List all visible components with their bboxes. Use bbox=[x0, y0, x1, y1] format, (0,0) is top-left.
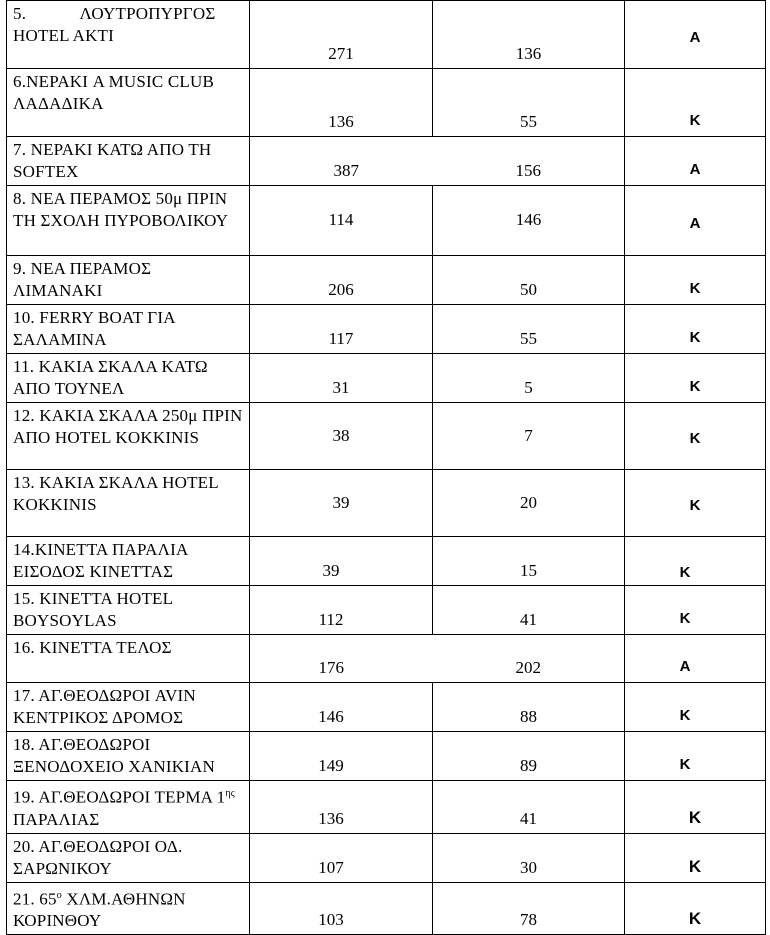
table-row bbox=[7, 470, 766, 537]
value1-cell bbox=[250, 635, 433, 683]
location-cell bbox=[7, 1, 250, 69]
value2-text: 146 bbox=[515, 210, 542, 229]
value1-text: 117 bbox=[328, 329, 354, 348]
value1-text: 38 bbox=[332, 426, 350, 445]
value1-text: 39 bbox=[332, 493, 350, 512]
class-text: A bbox=[689, 215, 701, 232]
value1-text: 103 bbox=[318, 910, 344, 930]
class-text: A bbox=[689, 29, 701, 46]
location-text: 7. ΝΕΡΑΚΙ ΚΑΤΩ ΑΠΟ ΤΗ SOFTEX bbox=[13, 140, 212, 181]
class-cell bbox=[625, 186, 766, 256]
class-cell bbox=[625, 683, 766, 732]
location-text: 9. ΝΕΑ ΠΕΡΑΜΟΣ ΛΙΜΑΝΑΚΙ bbox=[13, 259, 152, 300]
value1-cell bbox=[250, 1, 433, 69]
class-text: K bbox=[688, 909, 702, 929]
value2-cell bbox=[433, 732, 625, 781]
class-text: K bbox=[688, 856, 702, 876]
location-text: 6.ΝΕΡΑΚΙ A MUSIC CLUB ΛΑΔΑΔΙΚΑ bbox=[13, 72, 215, 113]
value1-text: 149 bbox=[318, 756, 344, 775]
value2-text: 55 bbox=[520, 112, 537, 131]
value2-cell bbox=[433, 586, 625, 635]
class-cell bbox=[625, 403, 766, 470]
value2-cell bbox=[433, 882, 625, 935]
value1-cell bbox=[250, 781, 433, 834]
value2-text: 78 bbox=[520, 910, 537, 930]
table-row bbox=[7, 354, 766, 403]
value1-text: 31 bbox=[332, 378, 350, 397]
location-cell bbox=[7, 882, 250, 935]
table-row bbox=[7, 186, 766, 256]
value2-text: 202 bbox=[515, 658, 541, 677]
value1-text: 112 bbox=[318, 610, 344, 629]
value2-text: 136 bbox=[515, 44, 542, 63]
class-cell bbox=[625, 732, 766, 781]
table-row bbox=[7, 732, 766, 781]
value2-text: 30 bbox=[520, 857, 537, 877]
class-text: A bbox=[679, 658, 691, 675]
value2-cell bbox=[433, 69, 625, 137]
value1-cell bbox=[250, 305, 433, 354]
value2-text: 55 bbox=[520, 329, 537, 348]
class-cell bbox=[625, 137, 766, 186]
value1-cell bbox=[250, 537, 433, 586]
class-text: K bbox=[688, 807, 702, 827]
location-text: 18. ΑΓ.ΘΕΟΔΩΡΟΙ ΞΕΝΟΔΟΧΕΙΟ ΧΑΝΙΚΙΑΝ bbox=[13, 735, 215, 776]
table-row bbox=[7, 586, 766, 635]
location-cell bbox=[7, 683, 250, 732]
class-cell bbox=[625, 69, 766, 137]
location-main: 19. ΑΓ.ΘΕΟΔΩΡΟΙ ΤΕΡΜΑ 1 bbox=[13, 787, 226, 807]
location-tail: ΧΛΜ.ΑΘΗΝΩΝ ΚΟΡΙΝΘΟΥ bbox=[13, 889, 186, 931]
location-cell bbox=[7, 137, 250, 186]
table-row bbox=[7, 683, 766, 732]
table-row bbox=[7, 1, 766, 69]
class-cell bbox=[625, 256, 766, 305]
value1-text: 206 bbox=[328, 280, 354, 299]
location-cell bbox=[7, 781, 250, 834]
class-text: K bbox=[689, 280, 701, 297]
table-row bbox=[7, 781, 766, 834]
value2-text: 41 bbox=[520, 610, 537, 629]
value2-cell bbox=[433, 683, 625, 732]
value2-cell bbox=[433, 186, 625, 256]
value1-cell bbox=[250, 586, 433, 635]
location-cell bbox=[7, 186, 250, 256]
class-text: A bbox=[689, 161, 701, 178]
location-text: 10. FERRY BOAT ΓΙΑ ΣΑΛΑΜΙΝΑ bbox=[13, 308, 175, 349]
value1-cell bbox=[250, 470, 433, 537]
class-cell bbox=[625, 833, 766, 882]
value2-cell bbox=[433, 305, 625, 354]
location-cell bbox=[7, 586, 250, 635]
value1-text: 387 bbox=[333, 161, 359, 180]
value2-cell bbox=[433, 256, 625, 305]
location-cell bbox=[7, 354, 250, 403]
location-text: 15. ΚΙΝΕΤΤΑ HOTEL BOYSOYLAS bbox=[13, 589, 173, 630]
class-cell bbox=[625, 305, 766, 354]
value2-text: 50 bbox=[520, 280, 537, 299]
class-cell bbox=[625, 882, 766, 935]
table-row bbox=[7, 69, 766, 137]
value1-cell bbox=[250, 137, 433, 186]
value2-text: 156 bbox=[515, 161, 541, 180]
value2-text: 7 bbox=[524, 426, 533, 445]
value1-text: 136 bbox=[328, 112, 354, 131]
location-cell bbox=[7, 256, 250, 305]
ordinal-sup: ης bbox=[225, 788, 235, 799]
class-text: K bbox=[679, 564, 691, 581]
value1-cell bbox=[250, 833, 433, 882]
location-main: 21. 65 bbox=[13, 889, 57, 909]
table-row bbox=[7, 256, 766, 305]
value1-cell bbox=[250, 683, 433, 732]
class-cell bbox=[625, 470, 766, 537]
value2-text: 5 bbox=[524, 378, 533, 397]
value1-text: 146 bbox=[318, 707, 344, 726]
value1-cell bbox=[250, 69, 433, 137]
class-cell bbox=[625, 586, 766, 635]
value2-cell bbox=[433, 403, 625, 470]
location-text: 16. ΚΙΝΕΤΤΑ ΤΕΛΟΣ bbox=[13, 638, 172, 657]
location-text: 11. ΚΑΚΙΑ ΣΚΑΛΑ ΚΑΤΩ ΑΠΟ ΤΟΥΝΕΛ bbox=[13, 357, 208, 398]
value1-text: 107 bbox=[318, 857, 344, 877]
table-row bbox=[7, 635, 766, 683]
table-row bbox=[7, 833, 766, 882]
measurements-table bbox=[6, 0, 766, 935]
location-text: 8. ΝΕΑ ΠΕΡΑΜΟΣ 50μ ΠΡΙΝ ΤΗ ΣΧΟΛΗ ΠΥΡΟΒΟΛΙΚΟΥ bbox=[13, 189, 229, 230]
location-text: 14.ΚΙΝΕΤΤΑ ΠΑΡΑΛΙΑ ΕΙΣΟΔΟΣ ΚΙΝΕΤΤΑΣ bbox=[13, 540, 188, 581]
table-row bbox=[7, 305, 766, 354]
location-cell bbox=[7, 833, 250, 882]
class-text: K bbox=[689, 430, 701, 447]
location-text: 13. ΚΑΚΙΑ ΣΚΑΛΑ HOTEL KOKKINIS bbox=[13, 473, 219, 514]
class-text: K bbox=[679, 707, 691, 724]
value1-cell bbox=[250, 354, 433, 403]
location-cell bbox=[7, 69, 250, 137]
degree-sup: ο bbox=[56, 889, 62, 901]
class-text: K bbox=[679, 610, 691, 627]
value1-text: 271 bbox=[328, 44, 354, 63]
location-text bbox=[7, 883, 249, 935]
class-text: K bbox=[689, 112, 701, 129]
value1-cell bbox=[250, 403, 433, 470]
value2-cell bbox=[433, 781, 625, 834]
location-text: 12. ΚΑΚΙΑ ΣΚΑΛΑ 250μ ΠΡΙΝ ΑΠΟ HOTEL KOKKINIS bbox=[13, 406, 243, 447]
value1-cell bbox=[250, 732, 433, 781]
value1-cell bbox=[250, 256, 433, 305]
location-text: 20. ΑΓ.ΘΕΟΔΩΡΟΙ ΟΔ. ΣΑΡΩΝΙΚΟΥ bbox=[13, 836, 183, 878]
class-cell bbox=[625, 354, 766, 403]
table-row bbox=[7, 882, 766, 935]
value1-text: 39 bbox=[322, 561, 340, 580]
location-cell bbox=[7, 635, 250, 683]
location-cell bbox=[7, 732, 250, 781]
class-text: K bbox=[689, 329, 701, 346]
table-row bbox=[7, 537, 766, 586]
value2-cell bbox=[433, 354, 625, 403]
value1-text: 136 bbox=[318, 808, 344, 828]
value1-cell bbox=[250, 882, 433, 935]
location-text bbox=[7, 781, 249, 833]
value2-cell bbox=[433, 635, 625, 683]
location-cell bbox=[7, 305, 250, 354]
value1-text: 114 bbox=[328, 210, 354, 229]
document-page bbox=[6, 0, 765, 931]
table-row bbox=[7, 403, 766, 470]
location-cell bbox=[7, 537, 250, 586]
table-row bbox=[7, 137, 766, 186]
class-cell bbox=[625, 537, 766, 586]
location-cell bbox=[7, 403, 250, 470]
value2-cell bbox=[433, 1, 625, 69]
value1-cell bbox=[250, 186, 433, 256]
location-text: 17. ΑΓ.ΘΕΟΔΩΡΟΙ AVIN ΚΕΝΤΡΙΚΟΣ ΔΡΟΜΟΣ bbox=[13, 686, 196, 727]
value2-cell bbox=[433, 537, 625, 586]
class-cell bbox=[625, 635, 766, 683]
location-cell bbox=[7, 470, 250, 537]
location-tail: ΠΑΡΑΛΙΑΣ bbox=[13, 809, 100, 829]
value2-text: 88 bbox=[520, 707, 537, 726]
class-text: K bbox=[689, 378, 701, 395]
class-text: K bbox=[679, 756, 691, 773]
location-text: 5. ΛΟΥΤΡΟΠΥΡΓΟΣ HOTEL AKTI bbox=[13, 4, 216, 45]
value2-cell bbox=[433, 470, 625, 537]
value2-text: 20 bbox=[520, 493, 537, 512]
value2-cell bbox=[433, 137, 625, 186]
class-cell bbox=[625, 781, 766, 834]
value2-text: 41 bbox=[520, 808, 537, 828]
class-cell bbox=[625, 1, 766, 69]
value1-text: 176 bbox=[318, 658, 344, 677]
value2-cell bbox=[433, 833, 625, 882]
value2-text: 89 bbox=[520, 756, 537, 775]
class-text: K bbox=[689, 497, 701, 514]
value2-text: 15 bbox=[520, 561, 537, 580]
